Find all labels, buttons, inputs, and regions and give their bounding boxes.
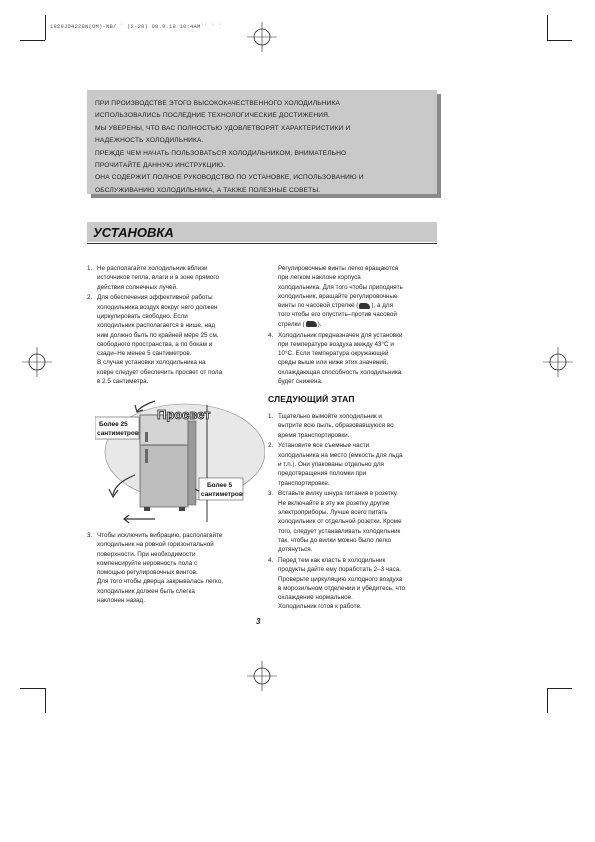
side-clearance-label: Более 5 (207, 482, 233, 489)
section-title: УСТАНОВКА (93, 225, 174, 240)
list-item (87, 293, 257, 386)
item-number: 4. (268, 331, 274, 339)
item-line: Холодильник готов к работе. (278, 603, 362, 611)
item-line: в 2.5 сантиметра. (97, 378, 149, 386)
next-step-list (268, 412, 440, 613)
item-line: холодильника на место (емкость для льда (278, 451, 403, 459)
item-line: свободного пространства, а по бокам и (97, 340, 213, 348)
item-line: Проверьте циркуляцию холодного воздуха (278, 575, 403, 583)
list-item (268, 412, 440, 440)
item-line: того, следует устанавливать холодильник (278, 527, 401, 535)
item-line: компенсируйте неровность пола с (97, 559, 198, 567)
item-line: так, чтобы до вилки можно было легко (278, 536, 392, 544)
fridge-icon (140, 415, 196, 511)
item-line: охлаждающая способность холодильника (278, 368, 402, 376)
list-item (87, 531, 257, 605)
text-fragment: ), а для (371, 302, 393, 310)
item-line: время транспортировки. (278, 431, 350, 439)
item-line: помощью регулировочных винтов. (97, 569, 198, 577)
item-line: 10°C. Если температура окружающей (278, 350, 389, 358)
clearance-illustration (95, 397, 265, 527)
item-line: холодильник на ровной горизонтальной (97, 541, 214, 549)
item-line: транспортировке. (278, 479, 330, 487)
text-fragment: ). (317, 320, 322, 328)
intro-line: ОНА СОДЕРЖИТ ПОЛНОЕ РУКОВОДСТВО ПО УСТАНОВКЕ, ИСПОЛЬЗОВАНИЮ И (95, 174, 364, 182)
item-line: холодильник, вращайте регулировочные (278, 292, 398, 300)
item-number: 3. (87, 532, 93, 539)
registration-mark-right (543, 347, 573, 377)
item-line: холодильника. Для того чтобы приподнять (278, 283, 403, 291)
list-item (268, 489, 440, 554)
item-line: в морозильном отделении и убедитесь, что (278, 584, 406, 592)
left-column (87, 264, 257, 388)
item-line: ковре следует обеспечить просвет от пола (97, 368, 223, 376)
item-number: 1. (87, 265, 93, 272)
intro-line: ИСПОЛЬЗОВАЛИСЬ ПОСЛЕДНИЕ ТЕХНОЛОГИЧЕСКИЕ ДОСТИЖЕНИЯ. (95, 112, 331, 120)
registration-mark-top (247, 22, 277, 52)
item-line: холодильник от отдельной розетки. Кроме (278, 518, 402, 526)
item-line: будет снижена. (278, 378, 323, 386)
top-clearance-unit: сантиметров (97, 430, 139, 437)
item-line: В случае установки холодильника на (97, 359, 206, 367)
section-divider (87, 243, 437, 244)
left-column-lower (87, 531, 257, 607)
item-number: 2. (87, 294, 93, 302)
item-line: при температуре воздуха между 43°C и (278, 340, 394, 348)
text-fragment: стрелки ( (278, 320, 305, 328)
item-line: холодильник должен быть слегка (97, 587, 195, 595)
item-line: поверхности. При необходимости (97, 550, 196, 558)
item-line: действия солнечных лучей. (97, 283, 178, 291)
next-step-heading: СЛЕДУЮЩИЙ ЭТАП (268, 394, 355, 404)
item-line: холодильника воздух вокруг него должен (97, 303, 218, 311)
registration-mark-bottom (247, 661, 277, 691)
continued-paragraph (268, 264, 440, 329)
list-item (268, 556, 440, 612)
intro-line: МЫ УВЕРЕНЫ, ЧТО ВАС ПОЛНОСТЬЮ УДОВЛЕТВОРЯТ ХАРАКТЕРИСТИКИ И (95, 124, 351, 132)
item-line: электроприборы. Лучше всего питать (278, 508, 388, 516)
intro-line: ПРИ ПРОИЗВОДСТВЕ ЭТОГО ВЫСОКОКАЧЕСТВЕННОГО ХОЛОДИЛЬНИКА (95, 100, 341, 107)
print-header: 1829JD4228N(OM)-NB/ ` (2-20) 00.9.18 10:4AM`` ` ` (50, 23, 222, 30)
item-line: источников тепла, влаги и в зоне прямого (97, 274, 220, 282)
item-line: Тщательно вымойте холодильник и (278, 413, 382, 420)
list-item (268, 331, 440, 387)
item-line: Вставьте вилку шнура питания в розетку. (278, 490, 398, 498)
item-line: охлаждение нормальное. (278, 594, 353, 602)
item-line: и т.п.). Они упакованы отдельно для (278, 460, 384, 468)
right-column (268, 264, 440, 388)
top-clearance-label: Более 25 (99, 421, 128, 428)
registration-mark-left (22, 347, 52, 377)
clockwise-screw-icon (359, 303, 370, 309)
item-number: 3. (268, 490, 274, 498)
item-line: Регулировочные винты легко вращаются (278, 265, 399, 272)
item-line: Для того чтобы дверца закрывалась легко, (97, 578, 223, 586)
item-line: холодильник располагается в нише, над (97, 322, 216, 330)
item-line: ним должно быть по крайней мере 25 см. (97, 331, 219, 339)
item-line (278, 301, 440, 310)
side-clearance-unit: сантиметров (201, 491, 243, 498)
item-line: среды выше или ниже этих значений, (278, 359, 389, 367)
intro-line: ПРЕЖДЕ ЧЕМ НАЧАТЬ ПОЛЬЗОВАТЬСЯ ХОЛОДИЛЬНИКОМ, ВНИМАТЕЛЬНО (95, 149, 347, 157)
item-line (278, 320, 440, 329)
item-line: вытрите всю пыль, образовавшуюся во (278, 422, 394, 430)
gap-label: Просвет (157, 407, 211, 422)
text-fragment: винты по часовой стрелке ( (278, 302, 359, 310)
item-line: при легком наклоне корпуса (278, 274, 361, 282)
item-line: дотянуться. (278, 546, 313, 554)
intro-text (95, 98, 431, 197)
item-line: сзади–Не менее 5 сантиметров. (97, 350, 192, 358)
item-line: Не включайте в эту же розетку другие (278, 499, 390, 507)
intro-line: ПРОЧИТАЙТЕ ДАННУЮ ИНСТРУКЦИЮ. (95, 162, 226, 170)
item-line: Холодильник предназначен для установки (278, 331, 403, 339)
intro-line: ОБСЛУЖИВАНИЮ ХОЛОДИЛЬНИКА, А ТАКЖЕ ПОЛЕЗНЫЕ СОВЕТЫ. (95, 186, 321, 194)
item-number: 2. (268, 442, 274, 450)
item-number: 4. (268, 556, 274, 564)
item-line: Перед тем как класть в холодильник (278, 556, 386, 564)
item-line: Не располагайте холодильник вблизи (97, 265, 208, 272)
item-line: Чтобы исключить вибрацию, располагайте (97, 532, 223, 539)
counterclockwise-screw-icon (306, 321, 317, 327)
item-line: циркулировать свободно. Если (97, 312, 188, 320)
page-number: 3 (256, 617, 261, 626)
intro-line: НАДЕЖНОСТЬ ХОЛОДИЛЬНИКА. (95, 137, 204, 145)
item-line: Установите все съемные части (278, 442, 370, 450)
item-line: предотвращения поломки при (278, 470, 367, 478)
list-item (87, 264, 257, 292)
item-line: Для обеспечения эффективной работы (97, 294, 213, 302)
item-number: 1. (268, 413, 274, 420)
list-item (268, 441, 440, 487)
item-line: наклонен назад. (97, 597, 145, 605)
item-line: продукты дайте ему поработать 2–3 часа. (278, 566, 402, 574)
item-line: того чтобы его опустить–против часовой (278, 311, 397, 319)
